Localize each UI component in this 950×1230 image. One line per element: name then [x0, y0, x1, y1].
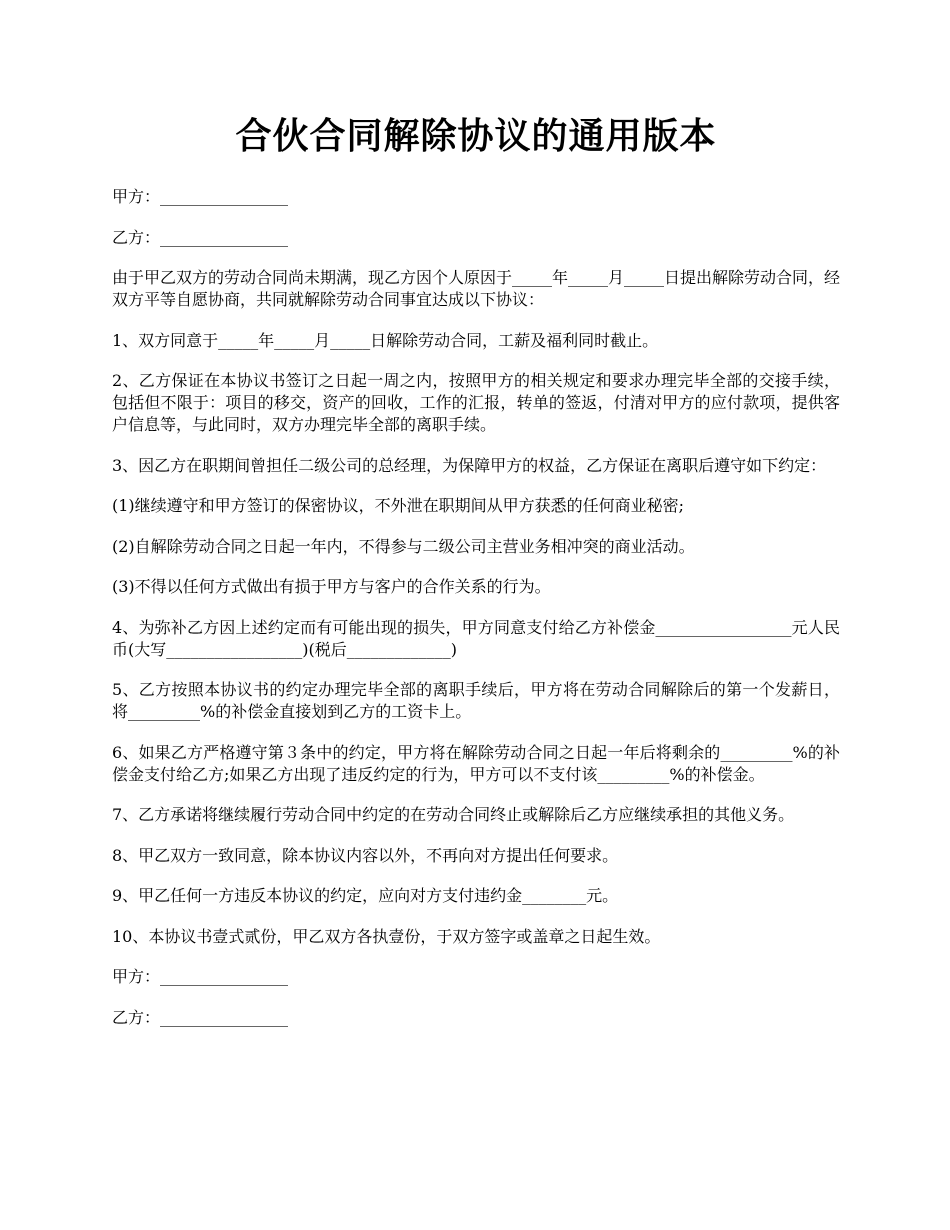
clause-10: 10、本协议书壹式贰份，甲乙双方各执壹份，于双方签字或盖章之日起生效。 — [112, 926, 661, 946]
document-title: 合伙合同解除协议的通用版本 — [235, 115, 717, 157]
clause-3-item-2: (2)自解除劳动合同之日起一年内，不得参与二级公司主营业务相冲突的商业活动。 — [112, 536, 695, 556]
preamble-paragraph: 由于甲乙双方的劳动合同尚未期满，现乙方因个人原因于_____年_____月_____日提出解除劳动合同，经双方平等自愿协商，共同就解除劳动合同事宜达成以下协议： — [112, 268, 841, 309]
clause-4: 4、为弥补乙方因上述约定而有可能出现的损失，甲方同意支付给乙方补偿金_________________元人民币(大写_________________)(税后_____________) — [112, 617, 840, 659]
signature-party-b: 乙方：________________ — [112, 1007, 289, 1027]
clause-1: 1、双方同意于_____年_____月_____日解除劳动合同，工薪及福利同时截止。 — [112, 330, 659, 350]
clause-3-item-3: (3)不得以任何方式做出有损于甲方与客户的合作关系的行为。 — [112, 577, 551, 596]
document-page — [112, 108, 840, 1047]
clause-8: 8、甲乙双方一致同意，除本协议内容以外，不再向对方提出任何要求。 — [112, 845, 619, 865]
clause-3-item-1: (1)继续遵守和甲方签订的保密协议，不外泄在职期间从甲方获悉的任何商业秘密; — [112, 496, 685, 515]
clause-5: 5、乙方按照本协议书的约定办理完毕全部的离职手续后，甲方将在劳动合同解除后的第一个发薪日，将_________%的补偿金直接划到乙方的工资卡上。 — [112, 680, 840, 721]
clause-9: 9、甲乙任何一方违反本协议的约定，应向对方支付违约金________元。 — [112, 886, 619, 905]
clause-2: 2、乙方保证在本协议书签订之日起一周之内，按照甲方的相关规定和要求办理完毕全部的交接手续，包括但不限于：项目的移交，资产的回收，工作的汇报，转单的签返，付清对甲方的应付款项，提供客户信息等，与此同时，双方办理完毕全部的离职手续。 — [112, 371, 840, 434]
clause-3: 3、因乙方在职期间曾担任二级公司的总经理，为保障甲方的权益，乙方保证在离职后遵守如下约定： — [112, 455, 827, 475]
signature-party-a: 甲方：________________ — [112, 967, 289, 986]
party-a-line: 甲方：________________ — [112, 187, 289, 206]
clause-7: 7、乙方承诺将继续履行劳动合同中约定的在劳动合同终止或解除后乙方应继续承担的其他义务。 — [112, 805, 795, 824]
party-b-line: 乙方：________________ — [112, 227, 289, 247]
clause-6: 6、如果乙方严格遵守第３条中的约定，甲方将在解除劳动合同之日起一年后将剩余的_________%的补偿金支付给乙方;如果乙方出现了违反约定的行为，甲方可以不支付该_________%的补偿金。 — [112, 742, 840, 784]
